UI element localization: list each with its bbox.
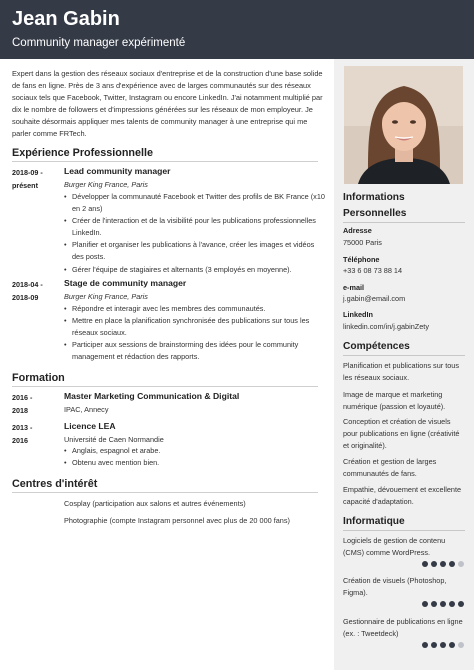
- edu-1-title: Master Marketing Communication & Digital: [64, 391, 240, 401]
- edu-1-school: IPAC, Annecy: [64, 405, 109, 414]
- sidebar: [334, 59, 474, 670]
- it-item-2-label: Création de visuels (Photoshop, Figma).: [343, 576, 447, 597]
- edu-2-date-end: 2016: [12, 436, 28, 445]
- rating-dot: [458, 561, 464, 567]
- list-item: • Répondre et interagir avec les membres des communautés.: [72, 303, 326, 315]
- skills-divider: [343, 355, 465, 356]
- skill-item-1: Planification et publications sur tous les réseaux sociaux.: [343, 361, 460, 382]
- experience-section-title: Expérience Professionnelle: [12, 147, 154, 159]
- edu-2-school: Université de Caen Normandie: [64, 435, 164, 444]
- address-value: 75000 Paris: [343, 238, 382, 247]
- job-1-title: Lead community manager: [64, 166, 171, 176]
- profile-photo: [344, 66, 463, 184]
- job-1-date-start: 2018-09 -: [12, 168, 43, 177]
- list-item: • Créer de l'interaction et de la visibilité pour les publications professionnelles LinkedIn.: [72, 215, 326, 239]
- skill-item-3: Conception et création de visuels pour publications en ligne (créativité et originalité).: [343, 417, 460, 450]
- skill-item-5: Empathie, dévouement et excellente capacité d'adaptation.: [343, 485, 462, 506]
- it-item-3-rating: [422, 642, 466, 649]
- job-2-date-start: 2018-04 -: [12, 280, 43, 289]
- list-item: • Anglais, espagnol et arabe.: [72, 445, 326, 457]
- edu-2-title: Licence LEA: [64, 421, 116, 431]
- rating-dot: [431, 642, 437, 648]
- phone-value: +33 6 08 73 88 14: [343, 266, 403, 275]
- rating-dot: [440, 561, 446, 567]
- rating-dot: [449, 601, 455, 607]
- edu-2-date-start: 2013 -: [12, 423, 33, 432]
- job-2-date-end: 2018-09: [12, 293, 39, 302]
- linkedin-value: linkedin.com/in/j.gabinZety: [343, 322, 429, 331]
- edu-2-dates: [12, 421, 32, 447]
- edu-1-dates: [12, 391, 32, 417]
- main-column: [0, 59, 334, 670]
- rating-dot: [422, 561, 428, 567]
- rating-dot: [422, 642, 428, 648]
- skills-title: Compétences: [343, 341, 410, 352]
- it-skills-title: Informatique: [343, 516, 405, 527]
- interests-divider: [12, 492, 318, 493]
- it-skills-divider: [343, 530, 465, 531]
- skill-item-2: Image de marque et marketing numérique (passion et loyauté).: [343, 390, 446, 411]
- edu-2-bullets: [64, 445, 326, 469]
- personal-info-title: Informations Personnelles: [343, 192, 407, 219]
- interest-item-2: Photographie (compte Instagram personnel avec plus de 20 000 fans): [64, 516, 290, 525]
- it-item-1-label: Logiciels de gestion de contenu (CMS) comme WordPress.: [343, 536, 446, 557]
- it-item-1-rating: [422, 561, 466, 568]
- list-item: • Participer aux sessions de brainstorming des idées pour le community management et rédaction des rapports.: [72, 339, 326, 363]
- rating-dot: [431, 601, 437, 607]
- job-2-bullets: [64, 303, 326, 363]
- profile-photo-image: [344, 66, 463, 184]
- job-1-date-end: présent: [12, 181, 38, 190]
- personal-info-divider: [343, 222, 465, 223]
- skill-item-4: Création et gestion de larges communautés de fans.: [343, 457, 437, 478]
- list-item: • Obtenu avec mention bien.: [72, 457, 326, 469]
- interest-item-1: Cosplay (participation aux salons et autres événements): [64, 499, 246, 508]
- it-item-3-label: Gestionnaire de publications en ligne (ex. : Tweetdeck): [343, 617, 463, 638]
- edu-1-date-end: 2018: [12, 406, 28, 415]
- email-value: j.gabin@email.com: [343, 294, 406, 303]
- rating-dot: [458, 601, 464, 607]
- job-2-company: Burger King France, Paris: [64, 292, 148, 301]
- address-label: Adresse: [343, 226, 372, 235]
- profile-summary: Expert dans la gestion des réseaux sociaux d'entreprise et de la construction d'une base solide de fans en ligne. Près de 3 ans d'expérience avec de larges communautés sur des réseaux sociaux tels que Facebook, Twitter, Instagram ou encore LinkedIn. J'ai notamment multiplié par dix le nombre de followers et d'impressions générées sur les réseaux de mon employeur. Je souhaite désormais appliquer mes talents de community manager à une entreprise qui me parler comme FRTech.: [12, 69, 323, 139]
- rating-dot: [440, 601, 446, 607]
- job-1-company: Burger King France, Paris: [64, 180, 148, 189]
- list-item: • Planifier et organiser les publications à l'avance, créer les images et vidéos des posts.: [72, 239, 326, 263]
- phone-label: Téléphone: [343, 255, 380, 264]
- edu-1-date-start: 2016 -: [12, 393, 33, 402]
- education-section-title: Formation: [12, 372, 65, 384]
- job-1-bullets: [64, 191, 326, 276]
- interests-section-title: Centres d'intérêt: [12, 478, 98, 490]
- rating-dot: [422, 601, 428, 607]
- linkedin-label: LinkedIn: [343, 310, 373, 319]
- job-2-dates: [12, 278, 43, 304]
- rating-dot: [449, 642, 455, 648]
- resume-header: [0, 0, 474, 59]
- it-item-2-rating: [422, 601, 466, 608]
- list-item: • Mettre en place la planification synchronisée des publications sur tous les réseaux sociaux.: [72, 315, 326, 339]
- list-item: • Gérer l'équipe de stagiaires et alternants (3 employés en moyenne).: [72, 264, 326, 276]
- education-divider: [12, 386, 318, 387]
- rating-dot: [431, 561, 437, 567]
- experience-divider: [12, 161, 318, 162]
- rating-dot: [458, 642, 464, 648]
- rating-dot: [449, 561, 455, 567]
- list-item: • Développer la communauté Facebook et Twitter des profils de BK France (x10 en 2 ans): [72, 191, 326, 215]
- email-label: e-mail: [343, 283, 365, 292]
- candidate-job-title: Community manager expérimenté: [12, 37, 186, 49]
- job-1-dates: [12, 166, 43, 192]
- rating-dot: [440, 642, 446, 648]
- job-2-title: Stage de community manager: [64, 278, 187, 288]
- candidate-name: Jean Gabin: [12, 8, 120, 30]
